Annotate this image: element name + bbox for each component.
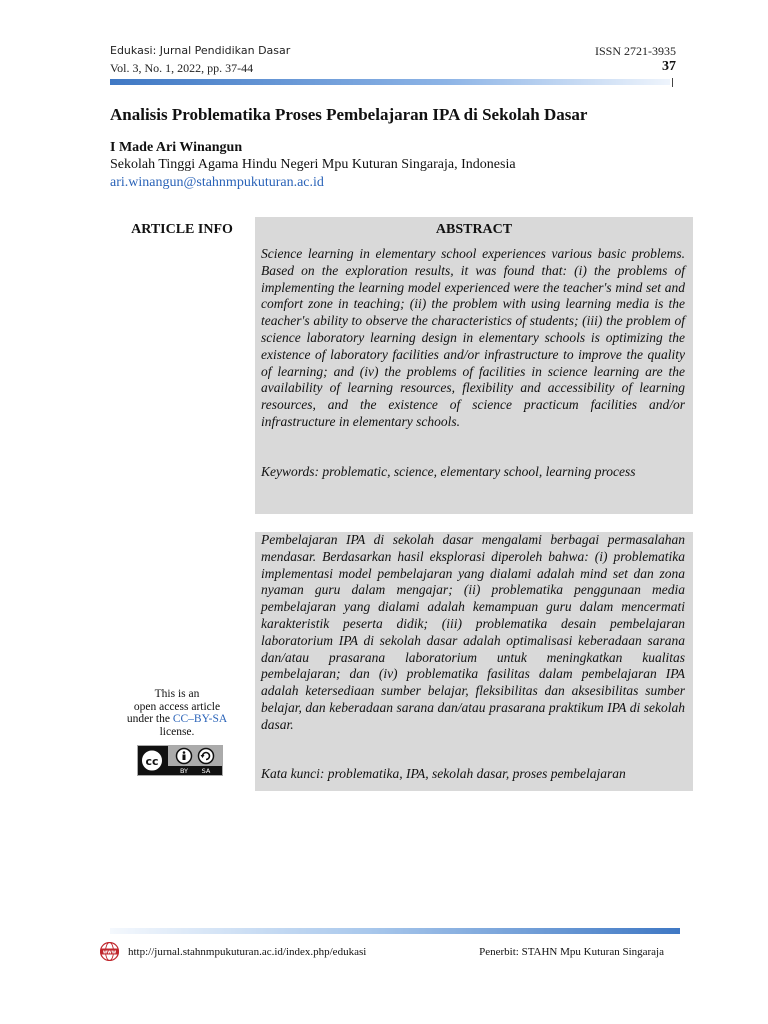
license-line-4: license.	[159, 725, 195, 738]
page-number: 37	[662, 59, 676, 74]
article-title: Analisis Problematika Proses Pembelajaran IPA di Sekolah Dasar	[110, 105, 588, 124]
footer-divider-bar	[110, 928, 680, 934]
cc-by-sa-link[interactable]: CC–BY-SA	[172, 713, 228, 725]
license-line-1: This is an	[154, 688, 200, 700]
abstract-keywords: Keywords: problematic, science, elementary school, learning process	[261, 464, 636, 479]
abstrak-box	[255, 532, 693, 791]
license-notice	[110, 688, 244, 738]
abstrak-text: Pembelajaran IPA di sekolah dasar mengalami berbagai permasalahan mendasar. Berdasarkan hasil eksplorasi diperoleh bahwa: (i) problematika implementasi model pembelajaran yang dialami adalah mind set dan zona nyaman guru dalam mengajar; (ii) problematika penggunaan media pembelajaran yang dialami adalah kemampuan guru dalam mencermati karakteristik peserta didik; (iii) problematika desain pembelajaran laboratorium IPA di sekolah dasar adalah optimalisasi keberadaan sarana dan/atau prasarana laboratorium untuk meningkatkan kualitas pembelajaran; dan (iv) problematika fasilitas dalam pembelajaran IPA adalah ketersediaan sumber belajar, fleksibilitas dan aksesibilitas sumber belajar, dan keberadaan sarana dan/atau prasarana praktikum IPA di sekolah dasar.	[261, 532, 685, 732]
www-icon-text: www	[102, 950, 117, 956]
abstract-text: Science learning in elementary school experiences various basic problems. Based on the exploration results, it was found that: (i) the problems of implementing the learning model experienced were the teacher's mind set and comfort zone in teaching; (ii) the problem with using learning media is the teacher's ability to observe the characteristics of students; (iii) the problem of science laboratory learning design in elementary schools is optimizing the existence of laboratory facilities and/or infrastructure to improve the quality of learning; and (iv) the problems of facilities in science learning are the availability of learning resources, flexibility and accessibility of learning resources, and the existence of science practicum facilities and/or infrastructure in elementary schools.	[261, 246, 685, 429]
badge-by-text: BY	[179, 767, 189, 775]
journal-name: Edukasi: Jurnal Pendidikan Dasar	[110, 44, 291, 57]
author-email-link[interactable]: ari.winangun@stahnmpukuturan.ac.id	[110, 175, 324, 190]
volume-info: Vol. 3, No. 1, 2022, pp. 37-44	[110, 61, 254, 75]
author-affiliation: Sekolah Tinggi Agama Hindu Negeri Mpu Kuturan Singaraja, Indonesia	[110, 157, 516, 172]
cc-by-sa-badge-icon[interactable]	[137, 745, 223, 776]
www-globe-icon	[100, 942, 119, 961]
header-tick	[672, 78, 673, 87]
abstract-heading: ABSTRACT	[435, 222, 513, 237]
license-line-2: open access article	[133, 700, 221, 713]
license-line-3-prefix: under the	[126, 713, 173, 725]
badge-sa-text: SA	[201, 767, 211, 775]
svg-text:cc: cc	[145, 755, 159, 768]
footer-journal-url[interactable]: http://jurnal.stahnmpukuturan.ac.id/index.php/edukasi	[128, 946, 367, 958]
issn: ISSN 2721-3935	[594, 44, 676, 58]
header-divider-bar	[110, 79, 670, 85]
abstrak-keywords: Kata kunci: problematika, IPA, sekolah dasar, proses pembelajaran	[261, 766, 626, 781]
author-name: I Made Ari Winangun	[110, 140, 243, 155]
abstract-box	[255, 217, 693, 514]
footer-publisher: Penerbit: STAHN Mpu Kuturan Singaraja	[479, 946, 664, 958]
license-line-3	[110, 713, 244, 726]
article-info-heading: ARTICLE INFO	[131, 222, 233, 237]
